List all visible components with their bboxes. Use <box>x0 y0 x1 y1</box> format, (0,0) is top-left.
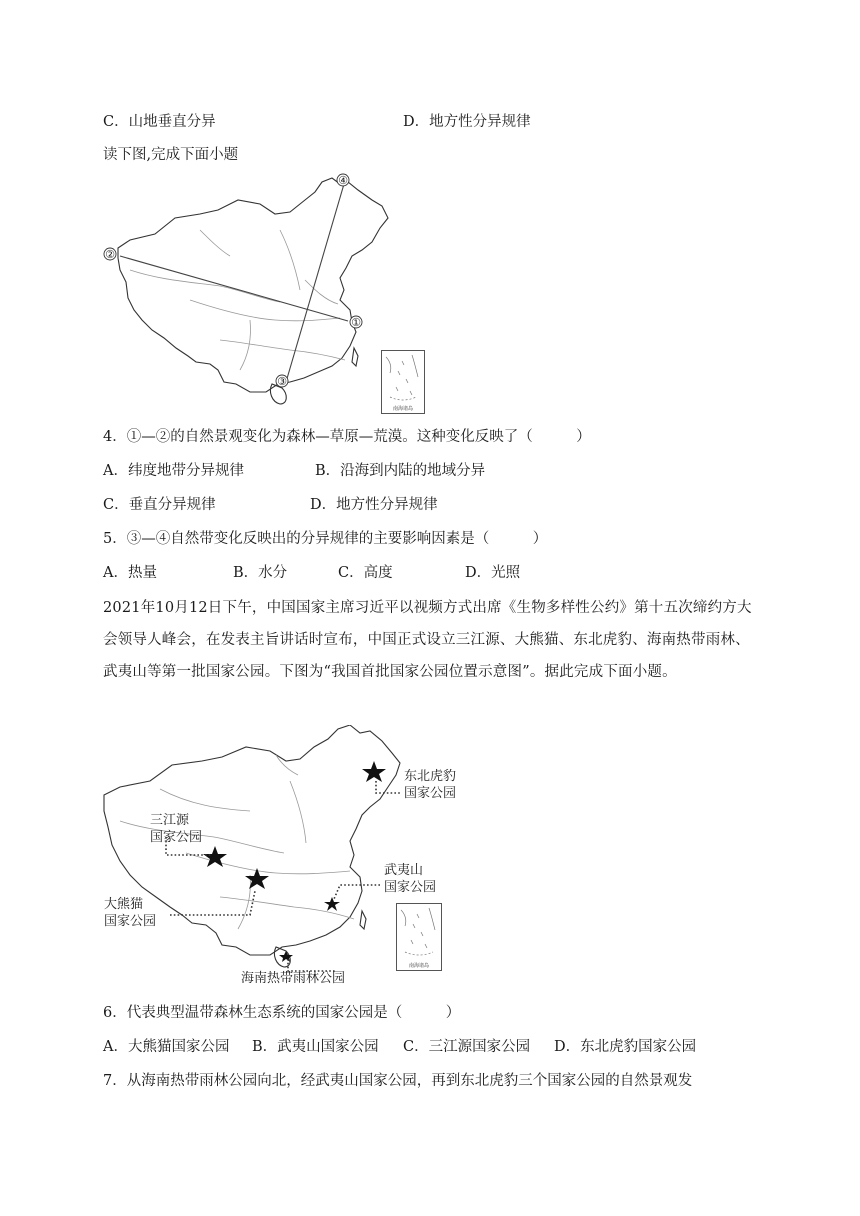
question-5-stem: 5．③—④自然带变化反映出的分异规律的主要影响因素是（ ） <box>103 531 548 547</box>
china-border <box>118 178 388 392</box>
option-4c: C．垂直分异规律 <box>103 497 216 513</box>
marker-1: ① <box>351 316 361 329</box>
question-4-stem: 4．①—②的自然景观变化为森林—草原—荒漠。这种变化反映了（ ） <box>103 429 591 445</box>
inset-caption-1: 南海诸岛 <box>392 406 413 412</box>
inset-caption-2: 南海诸岛 <box>408 963 429 969</box>
china-map-1 <box>100 170 440 420</box>
question-6-stem: 6．代表典型温带森林生态系统的国家公园是（ ） <box>103 1005 461 1021</box>
profile-line-3-4 <box>286 184 344 382</box>
option-3d: D．地方性分异规律 <box>403 114 531 130</box>
option-6b: B．武夷山国家公园 <box>252 1039 379 1055</box>
marker-2: ② <box>105 248 115 261</box>
option-3c: C．山地垂直分异 <box>103 114 216 130</box>
star-daxiongmao <box>245 868 269 889</box>
option-4a: A．纬度地带分异规律 <box>103 463 244 479</box>
star-dongbei <box>362 761 386 782</box>
label-wuyishan: 武夷山 国家公园 <box>384 863 437 895</box>
option-5d: D．光照 <box>465 565 521 581</box>
label-dongbei-hubao: 东北虎豹 国家公园 <box>404 769 457 801</box>
option-6a: A．大熊猫国家公园 <box>103 1039 230 1055</box>
national-parks-map <box>100 725 480 987</box>
label-daxiongmao: 大熊猫 国家公园 <box>104 897 157 929</box>
option-6d: D．东北虎豹国家公园 <box>554 1039 697 1055</box>
south-china-sea-inset-1 <box>381 350 425 414</box>
marker-3: ③ <box>277 375 287 388</box>
option-4b: B．沿海到内陆的地域分异 <box>315 463 486 479</box>
taiwan-island <box>352 348 358 366</box>
option-5c: C．高度 <box>338 565 393 581</box>
taiwan-island-2 <box>360 911 366 929</box>
option-5a: A．热量 <box>103 565 157 581</box>
option-6c: C．三江源国家公园 <box>403 1039 531 1055</box>
question-7-stem: 7．从海南热带雨林公园向北，经武夷山国家公园，再到东北虎豹三个国家公园的自然景观发 <box>103 1073 693 1089</box>
star-hainan <box>279 951 293 962</box>
label-hainan: 海南热带雨林公园 <box>241 971 346 986</box>
south-china-sea-inset-2 <box>396 903 442 971</box>
intro-text: 读下图,完成下面小题 <box>103 147 239 163</box>
star-wuyishan <box>324 897 340 911</box>
passage-text: 2021年10月12日下午，中国国家主席习近平以视频方式出席《生物多样性公约》第十五次缔约方大会领导人峰会，在发表主旨讲话时宣布，中国正式设立三江源、大熊猫、东北虎豹、海南热带雨林、武夷山等第一批国家公园。下图为“我国首批国家公园位置示意图”。据此完成下面小题。 <box>103 600 752 680</box>
option-4d: D．地方性分异规律 <box>310 497 438 513</box>
marker-4: ④ <box>338 174 348 187</box>
label-sanjiangyuan: 三江源 国家公园 <box>150 813 203 845</box>
option-5b: B．水分 <box>233 565 288 581</box>
